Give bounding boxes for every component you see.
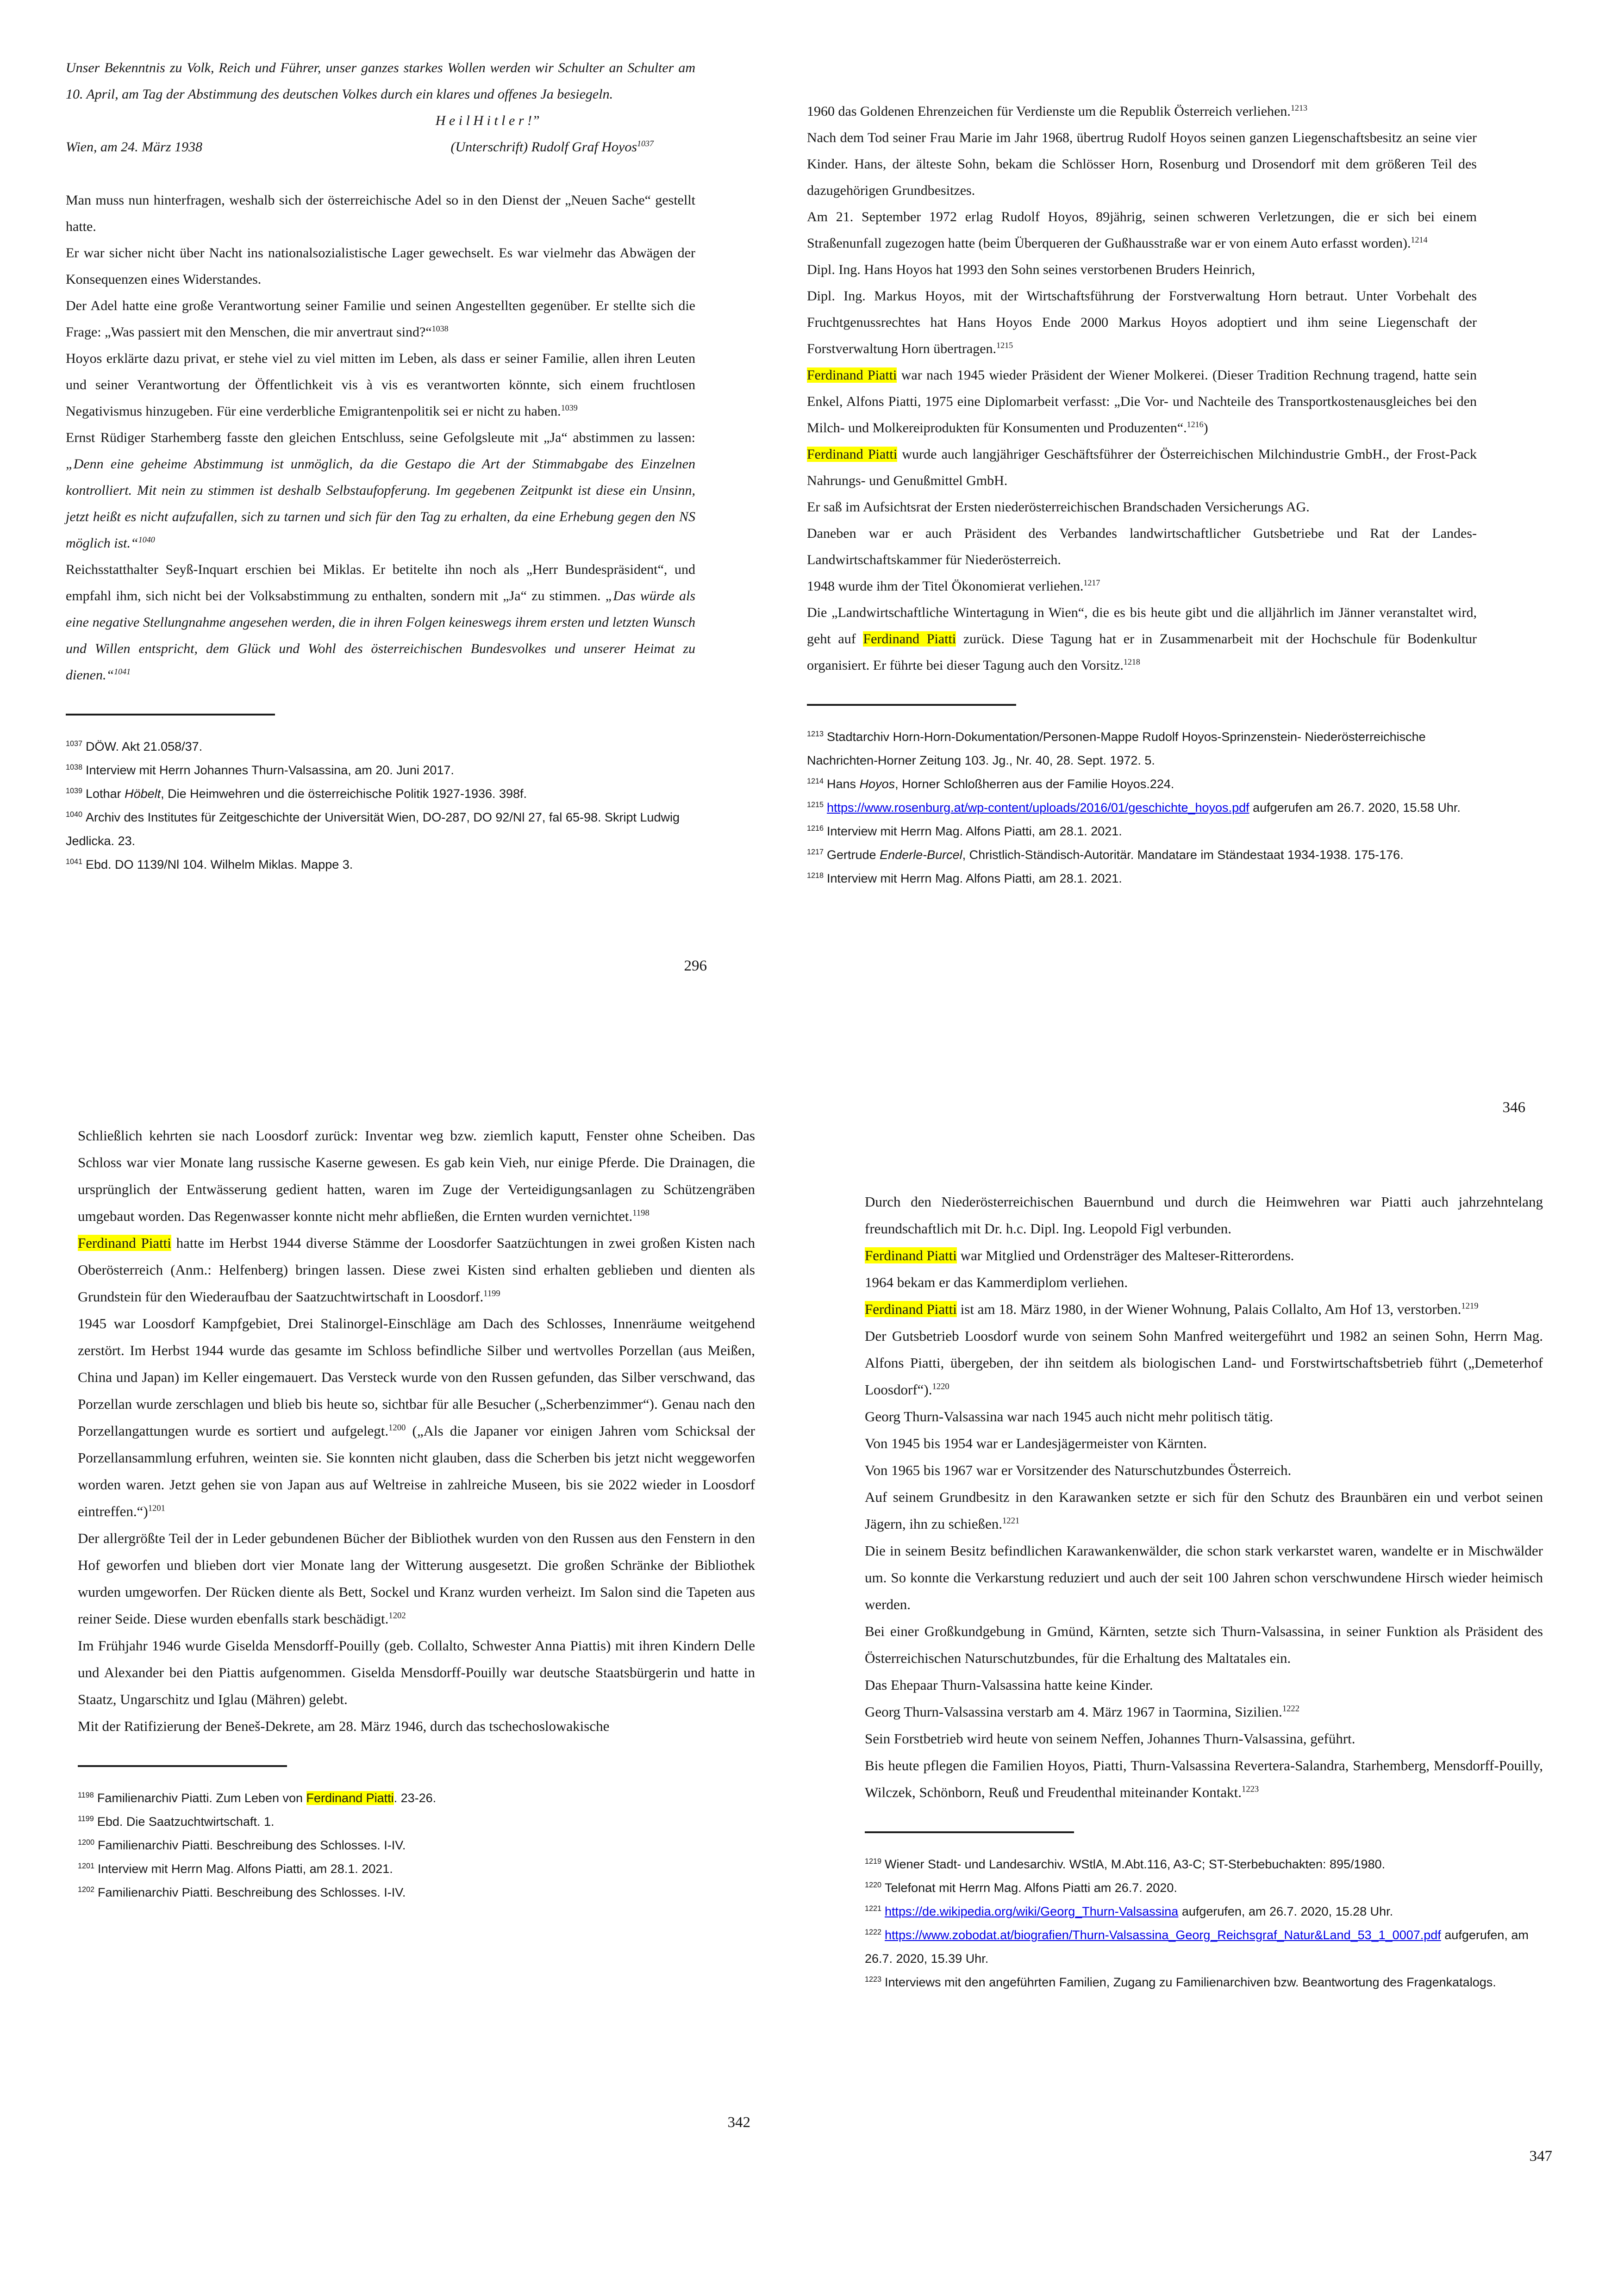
page-296-footnotes	[66, 735, 695, 877]
footnote: $^{1216}$ Interview mit Herrn Mag. Alfons Piatti, am 28.1. 2021.	[807, 824, 1122, 838]
footnote-number: 1218	[807, 871, 824, 880]
page-347-body	[865, 1188, 1543, 1806]
page-347	[865, 1188, 1552, 2165]
page-342-body	[78, 1122, 755, 1740]
footnote: $^{1201}$ Interview mit Herrn Mag. Alfons Piatti, am 28.1. 2021.	[78, 1862, 393, 1876]
footnote: $^{1217}$ Gertrude Enderle-Burcel, Christlich-Ständisch-Autoritär. Mandatare im Ständestaat 1934-1938. 175-176.	[807, 848, 1404, 862]
paragraph: 1960 das Goldenen Ehrenzeichen für Verdienste um die Republik Österreich verliehen.$^{1213}$	[807, 103, 1307, 119]
paragraph: Ferdinand Piatti war Mitglied und Ordensträger des Malteser-Ritterordens.	[865, 1247, 1294, 1263]
footnote-number: 1200	[78, 1838, 95, 1847]
page-346-body	[807, 98, 1477, 678]
highlighted-text: Ferdinand Piatti	[807, 367, 897, 383]
paragraph: Hoyos erklärte dazu privat, er stehe viel zu viel mitten im Leben, als dass er seiner Familie, allen ihren Leuten und seiner Verantwortung der Öffentlichkeit vis à vis es verantworten könnte, sich einem fruchtlosen Negativismus hinzugeben. Für eine verderbliche Emigrantenpolitik sei er nicht zu haben.$^{1039}$	[66, 351, 695, 419]
paragraph: Er war sicher nicht über Nacht ins nationalsozialistische Lager gewechselt. Es war vielmehr das Abwägen der Konsequenzen eines Widerstandes.	[66, 245, 695, 287]
footnote: $^{1038}$ Interview mit Herrn Johannes Thurn-Valsassina, am 20. Juni 2017.	[66, 763, 454, 777]
footnote-ref: 1200	[388, 1423, 406, 1433]
paragraph: Auf seinem Grundbesitz in den Karawanken setzte er sich für den Schutz des Braunbären ein und verbot seinen Jägern, ihn zu schießen.$^{1221}$	[865, 1489, 1543, 1532]
paragraph: Das Ehepaar Thurn-Valsassina hatte keine Kinder.	[865, 1677, 1153, 1693]
highlighted-text: Ferdinand Piatti	[863, 631, 956, 647]
footnote: $^{1039}$ Lothar Höbelt, Die Heimwehren und die österreichische Politik 1927-1936. 398f.	[66, 787, 527, 801]
footnote-link[interactable]: https://www.rosenburg.at/wp-content/uploads/2016/01/geschichte_hoyos.pdf	[827, 801, 1249, 815]
highlighted-text: Ferdinand Piatti	[807, 447, 898, 462]
paragraph: 1948 wurde ihm der Titel Ökonomierat verliehen.$^{1217}$	[807, 578, 1100, 594]
paragraph: H e i l H i t l e r !”	[435, 113, 540, 128]
paragraph: Daneben war er auch Präsident des Verbandes landwirtschaftlicher Gutsbetriebe und Rat der Landes-Landwirtschaftskammer für Niederösterreich.	[807, 526, 1477, 567]
paragraph: Ferdinand Piatti ist am 18. März 1980, in der Wiener Wohnung, Palais Collalto, Am Hof 13, verstorben.$^{1219}$	[865, 1301, 1479, 1317]
footnote-separator	[78, 1765, 287, 1767]
paragraph: 1945 war Loosdorf Kampfgebiet, Drei Stalinorgel-Einschläge am Dach des Schlosses, Innenräume weitgehend zerstört. Im Herbst 1944 wurde das gesamte im Schloss befindliche Silber und wertvolles Porzellan (aus Meißen, China und Japan) im Keller eingemauert. Das Versteck wurde von den Russen gefunden, das Silber verschwand, das Porzellan wurde zerschlagen und blieb bis heute so, sichtbar für alle Besucher („Scherbenzimmer“). Genau nach den Porzellangattungen wurde es sortiert und aufgelegt.$^{1200}$ („Als die Japaner vor einigen Jahren vom Schicksal der Porzellansammlung erfuhren, weinten sie. Sie konnten nicht glauben, dass die Scherben bis jetzt nicht weggeworfen worden waren. Jetzt gehen sie von Japan aus auf Weltreise in zahlreiche Museen, bis sie 2022 wieder in Loosdorf eintreffen.“)$^{1201}$	[78, 1315, 755, 1519]
footnote-link[interactable]: https://de.wikipedia.org/wiki/Georg_Thurn-Valsassina	[885, 1904, 1179, 1918]
footnote-ref: 1215	[996, 341, 1013, 350]
footnote-ref: 1037	[637, 139, 654, 148]
page-296	[66, 55, 707, 975]
paragraph: Durch den Niederösterreichischen Bauernbund und durch die Heimwehren war Piatti auch jahrzehntelang freundschaftlich mit Dr. h.c. Dipl. Ing. Leopold Figl verbunden.	[865, 1194, 1543, 1237]
footnote-ref: 1039	[561, 403, 578, 412]
footnote-number: 1202	[78, 1885, 95, 1894]
footnote-number: 1219	[865, 1857, 882, 1866]
footnote-ref: 1223	[1242, 1784, 1259, 1794]
paragraph: Die in seinem Besitz befindlichen Karawankenwälder, die schon stark verkarstet waren, wandelte er in Mischwälder um. So konnte die Verkarstung reduziert und auch der seit 100 Jahren schon verschwundene Hirsch wieder heimisch werden.	[865, 1543, 1543, 1612]
footnote: $^{1199}$ Ebd. Die Saatzuchtwirtschaft. 1.	[78, 1815, 275, 1829]
signature-name: (Unterschrift) Rudolf Graf Hoyos$^{1037}$	[450, 139, 654, 155]
footnote-number: 1040	[66, 810, 83, 819]
footnote: $^{1222}$ https://www.zobodat.at/biografien/Thurn-Valsassina_Georg_Reichsgraf_Natur&Land_53_1_0007.pdf aufgerufen, am 26.7. 2020, 15.39 Uhr.	[865, 1928, 1529, 1966]
footnote-number: 1215	[807, 801, 824, 809]
footnote-number: 1214	[807, 777, 824, 785]
footnote-ref: 1221	[1002, 1516, 1020, 1526]
footnote-ref: 1216	[1187, 420, 1204, 429]
paragraph: Schließlich kehrten sie nach Loosdorf zurück: Inventar weg bzw. ziemlich kaputt, Fenster ohne Scheiben. Das Schloss war vier Monate lang russische Kaserne gewesen. Es gab kein Vieh, nur einige Pferde. Die Drainagen, die ursprünglich der Entwässerung gedient hatten, waren im Zuge der Verteidigungsanlagen zu Schützengräben umgebaut worden. Das Regenwasser konnte nicht mehr abfließen, die Ernten wurden vernichtet.$^{1198}$	[78, 1127, 755, 1224]
highlighted-text: Ferdinand Piatti	[865, 1247, 957, 1263]
paragraph: Ferdinand Piatti wurde auch langjähriger Geschäftsführer der Österreichischen Milchindustrie GmbH., der Frost-Pack Nahrungs- und Genußmittel GmbH.	[807, 447, 1477, 488]
footnote: $^{1037}$ DÖW. Akt 21.058/37.	[66, 740, 203, 753]
page-number: 296	[684, 958, 707, 974]
paragraph: Ernst Rüdiger Starhemberg fasste den gleichen Entschluss, seine Gefolgsleute mit „Ja“ abstimmen zu lassen: „Denn eine geheime Abstimmung ist unmöglich, da die Gestapo die Art der Stimmabgabe des Einzelnen kontrolliert. Mit nein zu stimmen ist deshalb Selbstaufopferung. Im gegebenen Zeitpunkt ist diese ein Unsinn, jetzt heißt es nicht aufzufallen, sich zu tarnen und sich für den Tag zu erhalten, da eine Erhebung gegen den NS möglich ist.“$^{1040}$	[66, 430, 695, 551]
paragraph: Dipl. Ing. Markus Hoyos, mit der Wirtschaftsführung der Forstverwaltung Horn betraut. Unter Vorbehalt des Fruchtgenussrechtes hat Hans Hoyos Ende 2000 Markus Hoyos adoptiert und ihm seine Liegenschaft der Forstverwaltung Horn übertragen.$^{1215}$	[807, 288, 1477, 356]
footnote-ref: 1040	[138, 535, 155, 544]
page-number: 347	[1529, 2148, 1552, 2165]
footnote-ref: 1217	[1083, 578, 1100, 587]
footnote-number: 1213	[807, 730, 824, 738]
footnote-number: 1220	[865, 1881, 882, 1889]
paragraph: Bis heute pflegen die Familien Hoyos, Piatti, Thurn-Valsassina Revertera-Salandra, Starhemberg, Mensdorff-Pouilly, Wilczek, Schönborn, Reuß und Freudenthal miteinander Kontakt.$^{1223}$	[865, 1757, 1543, 1800]
footnote: $^{1198}$ Familienarchiv Piatti. Zum Leben von Ferdinand Piatti. 23-26.	[78, 1791, 437, 1805]
paragraph: Von 1945 bis 1954 war er Landesjägermeister von Kärnten.	[865, 1435, 1207, 1451]
footnote-ref: 1202	[388, 1611, 406, 1621]
page-296-body	[66, 55, 695, 688]
paragraph: Ferdinand Piatti war nach 1945 wieder Präsident der Wiener Molkerei. (Dieser Tradition Rechnung tragend, hatte sein Enkel, Alfons Piatti, 1975 eine Diplomarbeit verfasst: „Die Vor- und Nachteile des Transportkostenausgleiches bei den Milch- und Molkereiprodukten für Konsumenten und Produzenten“.$^{1216}$)	[807, 367, 1477, 436]
paragraph: 1964 bekam er das Kammerdiplom verliehen.	[865, 1274, 1128, 1290]
page-number: 346	[1502, 1099, 1525, 1116]
signature-row	[66, 134, 695, 160]
footnote-number: 1223	[865, 1975, 882, 1984]
paragraph: Man muss nun hinterfragen, weshalb sich der österreichische Adel so in den Dienst der „Neuen Sache“ gestellt hatte.	[66, 193, 695, 234]
paragraph: Unser Bekenntnis zu Volk, Reich und Führer, unser ganzes starkes Wollen werden wir Schulter an Schulter am 10. April, am Tag der Abstimmung des deutschen Volkes durch ein klares und offenes Ja besiegeln.	[66, 60, 695, 102]
footnote-number: 1041	[66, 858, 83, 866]
footnote: $^{1215}$ https://www.rosenburg.at/wp-content/uploads/2016/01/geschichte_hoyos.pdf aufgerufen am 26.7. 2020, 15.58 Uhr.	[807, 801, 1461, 815]
footnote: $^{1221}$ https://de.wikipedia.org/wiki/Georg_Thurn-Valsassina aufgerufen, am 26.7. 2020, 15.28 Uhr.	[865, 1904, 1393, 1918]
footnote: $^{1223}$ Interviews mit den angeführten Familien, Zugang zu Familienarchiven bzw. Beantwortung des Fragenkatalogs.	[865, 1975, 1496, 1989]
footnote-number: 1038	[66, 763, 83, 772]
footnote: $^{1202}$ Familienarchiv Piatti. Beschreibung des Schlosses. I-IV.	[78, 1885, 406, 1899]
footnote-number: 1199	[78, 1815, 94, 1823]
paragraph: Reichsstatthalter Seyß-Inquart erschien bei Miklas. Er betitelte ihn noch als „Herr Bundespräsident“, und empfahl ihm, sich nicht bei der Volksabstimmung zu enthalten, sondern mit „Ja“ zu stimmen. „Das würde als eine negative Stellungnahme angesehen werden, die in ihren Folgen keineswegs ihrem ersten und letzten Wunsch und Willen entspricht, dem Glück und Wohl des österreichischen Bundesvolkes und unserer Heimat zu dienen.“$^{1041}$	[66, 562, 695, 683]
footnote-separator	[807, 704, 1016, 706]
footnote-number: 1201	[78, 1862, 95, 1870]
footnote-number: 1037	[66, 740, 83, 748]
signature-place-date: Wien, am 24. März 1938	[66, 139, 202, 155]
footnote-separator	[66, 714, 275, 716]
page-number: 342	[727, 2114, 750, 2131]
footnote: $^{1041}$ Ebd. DO 1139/Nl 104. Wilhelm Miklas. Mappe 3.	[66, 858, 353, 871]
footnote-number: 1217	[807, 848, 824, 856]
highlighted-text: Ferdinand Piatti	[865, 1301, 957, 1317]
footnote: $^{1220}$ Telefonat mit Herrn Mag. Alfons Piatti am 26.7. 2020.	[865, 1881, 1177, 1895]
footnote-ref: 1041	[114, 667, 131, 676]
page-347-footnotes	[865, 1853, 1543, 1994]
paragraph: Der Adel hatte eine große Verantwortung seiner Familie und seinen Angestellten gegenüber. Er stellte sich die Frage: „Was passiert mit den Menschen, die mir anvertraut sind?“$^{1038}$	[66, 298, 695, 340]
paragraph: Der Gutsbetrieb Loosdorf wurde von seinem Sohn Manfred weitergeführt und 1982 an seinen Sohn, Herrn Mag. Alfons Piatti, übergeben, der ihn seitdem als biologischen Land- und Forstwirtschaftsbetrieb führt („Demeterhof Loosdorf“).$^{1220}$	[865, 1328, 1543, 1398]
footnote-link[interactable]: https://www.zobodat.at/biografien/Thurn-Valsassina_Georg_Reichsgraf_Natur&Land_53_1_0007.pdf	[885, 1928, 1441, 1942]
paragraph: Im Frühjahr 1946 wurde Giselda Mensdorff-Pouilly (geb. Collalto, Schwester Anna Piattis) mit ihren Kindern Delle und Alexander bei den Piattis aufgenommen. Giselda Mensdorff-Pouilly war deutsche Staatsbürgerin und hatte in Staatz, Ungarschitz und Iglau (Mähren) gelebt.	[78, 1637, 755, 1707]
footnote-ref: 1214	[1411, 235, 1428, 244]
paragraph: Mit der Ratifizierung der Beneš-Dekrete, am 28. März 1946, durch das tschechoslowakische	[78, 1718, 610, 1734]
paragraph: Der allergrößte Teil der in Leder gebundenen Bücher der Bibliothek wurden von den Russen aus den Fenstern in den Hof geworfen und blieben dort vier Monate lang der Witterung ausgesetzt. Die großen Schränke der Bibliothek wurden umgeworfen. Der Rücken diente als Bett, Sockel und Kranz wurden verheizt. Im Salon sind die Tapeten aus reiner Seide. Diese wurden ebenfalls stark beschädigt.$^{1202}$	[78, 1530, 755, 1627]
page-342	[78, 1122, 755, 2131]
page-346-footnotes	[807, 725, 1477, 890]
footnote-number: 1198	[78, 1791, 94, 1799]
footnote-ref: 1220	[932, 1381, 949, 1392]
paragraph: Am 21. September 1972 erlag Rudolf Hoyos, 89jährig, seinen schweren Verletzungen, die er sich bei einem Straßenunfall zugezogen hatte (beim Überqueren der Gußhausstraße war er von einem Auto erfasst worden).$^{1214}$	[807, 209, 1477, 251]
paragraph: Dipl. Ing. Hans Hoyos hat 1993 den Sohn seines verstorbenen Bruders Heinrich,	[807, 262, 1255, 277]
paragraph: Er saß im Aufsichtsrat der Ersten niederösterreichischen Brandschaden Versicherungs AG.	[807, 499, 1310, 515]
paragraph: Georg Thurn-Valsassina verstarb am 4. März 1967 in Taormina, Sizilien.$^{1222}$	[865, 1704, 1299, 1720]
footnote-ref: 1219	[1461, 1301, 1479, 1311]
footnote: $^{1214}$ Hans Hoyos, Horner Schloßherren aus der Familie Hoyos.224.	[807, 777, 1174, 791]
footnote-ref: 1201	[148, 1503, 165, 1513]
footnote-ref: 1218	[1123, 657, 1140, 666]
footnote-number: 1039	[66, 787, 83, 795]
paragraph: Georg Thurn-Valsassina war nach 1945 auch nicht mehr politisch tätig.	[865, 1408, 1274, 1425]
footnote-ref: 1222	[1282, 1704, 1299, 1714]
page-346	[807, 98, 1525, 1116]
paragraph: Ferdinand Piatti hatte im Herbst 1944 diverse Stämme der Loosdorfer Saatzüchtungen in zwei großen Kisten nach Oberösterreich (Anm.: Helfenberg) bringen lassen. Diese zwei Kisten sind erhalten geblieben und dienten als Grundstein für den Wiederaufbau der Saatzuchtwirtschaft in Loosdorf.$^{1199}$	[78, 1235, 755, 1305]
footnote-ref: 1213	[1290, 103, 1307, 112]
highlighted-text: Ferdinand Piatti	[78, 1235, 171, 1251]
highlighted-text: Ferdinand Piatti	[306, 1791, 394, 1805]
footnote: $^{1213}$ Stadtarchiv Horn-Horn-Dokumentation/Personen-Mappe Rudolf Hoyos-Sprinzenstein- Niederösterreichische Nachrichten-Horner Zeitung 103. Jg., Nr. 40, 28. Sept. 1972. 5.	[807, 730, 1426, 767]
footnote-number: 1222	[865, 1928, 882, 1936]
paragraph: Sein Forstbetrieb wird heute von seinem Neffen, Johannes Thurn-Valsassina, geführt.	[865, 1730, 1355, 1747]
footnote: $^{1219}$ Wiener Stadt- und Landesarchiv. WStlA, M.Abt.116, A3-C; ST-Sterbebuchakten: 895/1980.	[865, 1857, 1386, 1871]
page-342-footnotes	[78, 1786, 755, 1904]
footnote-ref: 1038	[431, 324, 449, 333]
footnote: $^{1218}$ Interview mit Herrn Mag. Alfons Piatti, am 28.1. 2021.	[807, 871, 1122, 885]
paragraph: Nach dem Tod seiner Frau Marie im Jahr 1968, übertrug Rudolf Hoyos seinen ganzen Liegenschaftsbesitz an seine vier Kinder. Hans, der älteste Sohn, bekam die Schlösser Horn, Rosenburg und Drosendorf mit dem größeren Teil des dazugehörigen Grundbesitzes.	[807, 130, 1477, 198]
footnote-ref: 1199	[483, 1288, 500, 1299]
footnote-ref: 1198	[632, 1208, 650, 1218]
paragraph: Von 1965 bis 1967 war er Vorsitzender des Naturschutzbundes Österreich.	[865, 1462, 1292, 1478]
paragraph: Die „Landwirtschaftliche Wintertagung in Wien“, die es bis heute gibt und die alljährlich im Jänner veranstaltet wird, geht auf Ferdinand Piatti zurück. Diese Tagung hat er in Zusammenarbeit mit der Hochschule für Bodenkultur organisiert. Er führte bei dieser Tagung auch den Vorsitz.$^{1218}$	[807, 605, 1477, 673]
paragraph: Bei einer Großkundgebung in Gmünd, Kärnten, setzte sich Thurn-Valsassina, in seiner Funktion als Präsident des Österreichischen Naturschutzbundes, für die Erhaltung des Maltatales ein.	[865, 1623, 1543, 1666]
footnote-separator	[865, 1831, 1074, 1833]
footnote: $^{1200}$ Familienarchiv Piatti. Beschreibung des Schlosses. I-IV.	[78, 1838, 406, 1852]
footnote-number: 1216	[807, 824, 824, 833]
footnote: $^{1040}$ Archiv des Institutes für Zeitgeschichte der Universität Wien, DO-287, DO 92/Nl 27, fal 65-98. Skript Ludwig Jedlicka. 23.	[66, 810, 680, 848]
footnote-number: 1221	[865, 1904, 882, 1913]
